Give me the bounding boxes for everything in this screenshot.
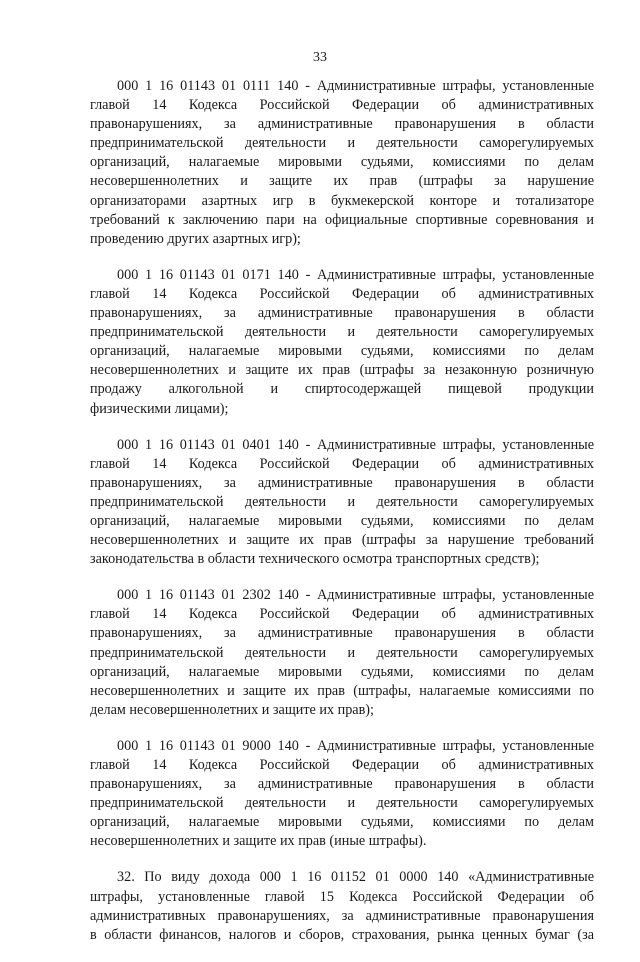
paragraph-line: главой 14 Кодекса Российской Федерации об административных xyxy=(90,455,594,472)
paragraph-line: законодательства в области технического осмотра транспортных средств); xyxy=(90,551,540,568)
paragraph-line: организаций, налагаемые мировыми судьями, комиссиями по делам xyxy=(90,663,594,680)
paragraph-line: штрафы, установленные главой 15 Кодекса Российской Федерации об xyxy=(90,888,594,905)
paragraph xyxy=(90,586,594,720)
paragraph xyxy=(90,266,594,419)
paragraph-line: организаций, налагаемые мировыми судьями, комиссиями по делам xyxy=(90,512,594,529)
paragraph-line: проведению других азартных игр); xyxy=(90,230,301,247)
paragraph-line: 32. По виду дохода 000 1 16 01152 01 0000 140 «Административные xyxy=(117,869,594,886)
paragraph-line: несовершеннолетних и защите их прав (штрафы за нарушение требований xyxy=(90,532,594,549)
paragraph-line: организаторами азартных игр в букмекерской конторе и тотализаторе xyxy=(90,192,594,209)
paragraph-line: главой 14 Кодекса Российской Федерации об административных xyxy=(90,606,594,623)
paragraph-line: несовершеннолетних и защите их прав (штрафы, налагаемые комиссиями по xyxy=(90,682,594,699)
paragraph-line: главой 14 Кодекса Российской Федерации об административных xyxy=(90,285,594,302)
paragraph xyxy=(90,737,594,852)
paragraph-line: 000 1 16 01143 01 0111 140 - Административные штрафы, установленные xyxy=(117,78,594,94)
paragraph-line: правонарушениях, за административные правонарушения в области xyxy=(90,776,594,793)
document-body xyxy=(90,77,594,962)
paragraph-line: организаций, налагаемые мировыми судьями, комиссиями по делам xyxy=(90,814,594,831)
page-number: 33 xyxy=(313,50,327,65)
paragraph xyxy=(90,77,594,249)
paragraph-line: предпринимательской деятельности и деятельности саморегулируемых xyxy=(90,324,594,341)
paragraph-line: 000 1 16 01143 01 9000 140 - Административные штрафы, установленные xyxy=(117,737,594,754)
paragraph-line: предпринимательской деятельности и деятельности саморегулируемых xyxy=(90,795,594,812)
paragraph-line: 000 1 16 01143 01 2302 140 - Административные штрафы, установленные xyxy=(117,587,594,604)
paragraph-line: организаций, налагаемые мировыми судьями, комиссиями по делам xyxy=(90,154,594,171)
paragraph-line: требований к заключению пари на официальные спортивные соревнования и xyxy=(90,211,594,228)
paragraph-line: административных правонарушениях, за административные правонарушения xyxy=(90,907,594,924)
paragraph-line: предпринимательской деятельности и деятельности саморегулируемых xyxy=(90,135,594,152)
paragraph-line: физическими лицами); xyxy=(90,400,229,417)
paragraph-line: предпринимательской деятельности и деятельности саморегулируемых xyxy=(90,493,594,510)
paragraph-line: несовершеннолетних и защите их прав (иные штрафы). xyxy=(90,833,427,850)
paragraph-line: правонарушениях, за административные правонарушения в области xyxy=(90,305,594,322)
paragraph-line: организаций, налагаемые мировыми судьями, комиссиями по делам xyxy=(90,343,594,360)
paragraph-line: правонарушениях, за административные правонарушения в области xyxy=(90,116,594,133)
paragraph-line: продажу алкогольной и спиртосодержащей пищевой продукции xyxy=(90,381,594,398)
paragraph-line: делам несовершеннолетних и защите их прав); xyxy=(90,701,374,718)
paragraph-line: правонарушениях, за административные правонарушения в области xyxy=(90,625,594,642)
paragraph-line: правонарушениях, за административные правонарушения в области xyxy=(90,474,594,491)
paragraph-line: в области финансов, налогов и сборов, страхования, рынка ценных бумаг (за xyxy=(90,926,594,943)
paragraph-line: 000 1 16 01143 01 0171 140 - Административные штрафы, установленные xyxy=(117,266,594,283)
paragraph xyxy=(90,868,594,944)
paragraph-line: предпринимательской деятельности и деятельности саморегулируемых xyxy=(90,644,594,661)
paragraph-line: главой 14 Кодекса Российской Федерации об административных xyxy=(90,757,594,773)
paragraph-line: несовершеннолетних и защите их прав (штрафы за нарушение xyxy=(90,173,594,190)
paragraph xyxy=(90,436,594,570)
paragraph-line: несовершеннолетних и защите их прав (штрафы за незаконную розничную xyxy=(90,362,594,379)
paragraph-line: главой 14 Кодекса Российской Федерации об административных xyxy=(90,97,594,114)
paragraph-line: 000 1 16 01143 01 0401 140 - Административные штрафы, установленные xyxy=(117,436,594,453)
